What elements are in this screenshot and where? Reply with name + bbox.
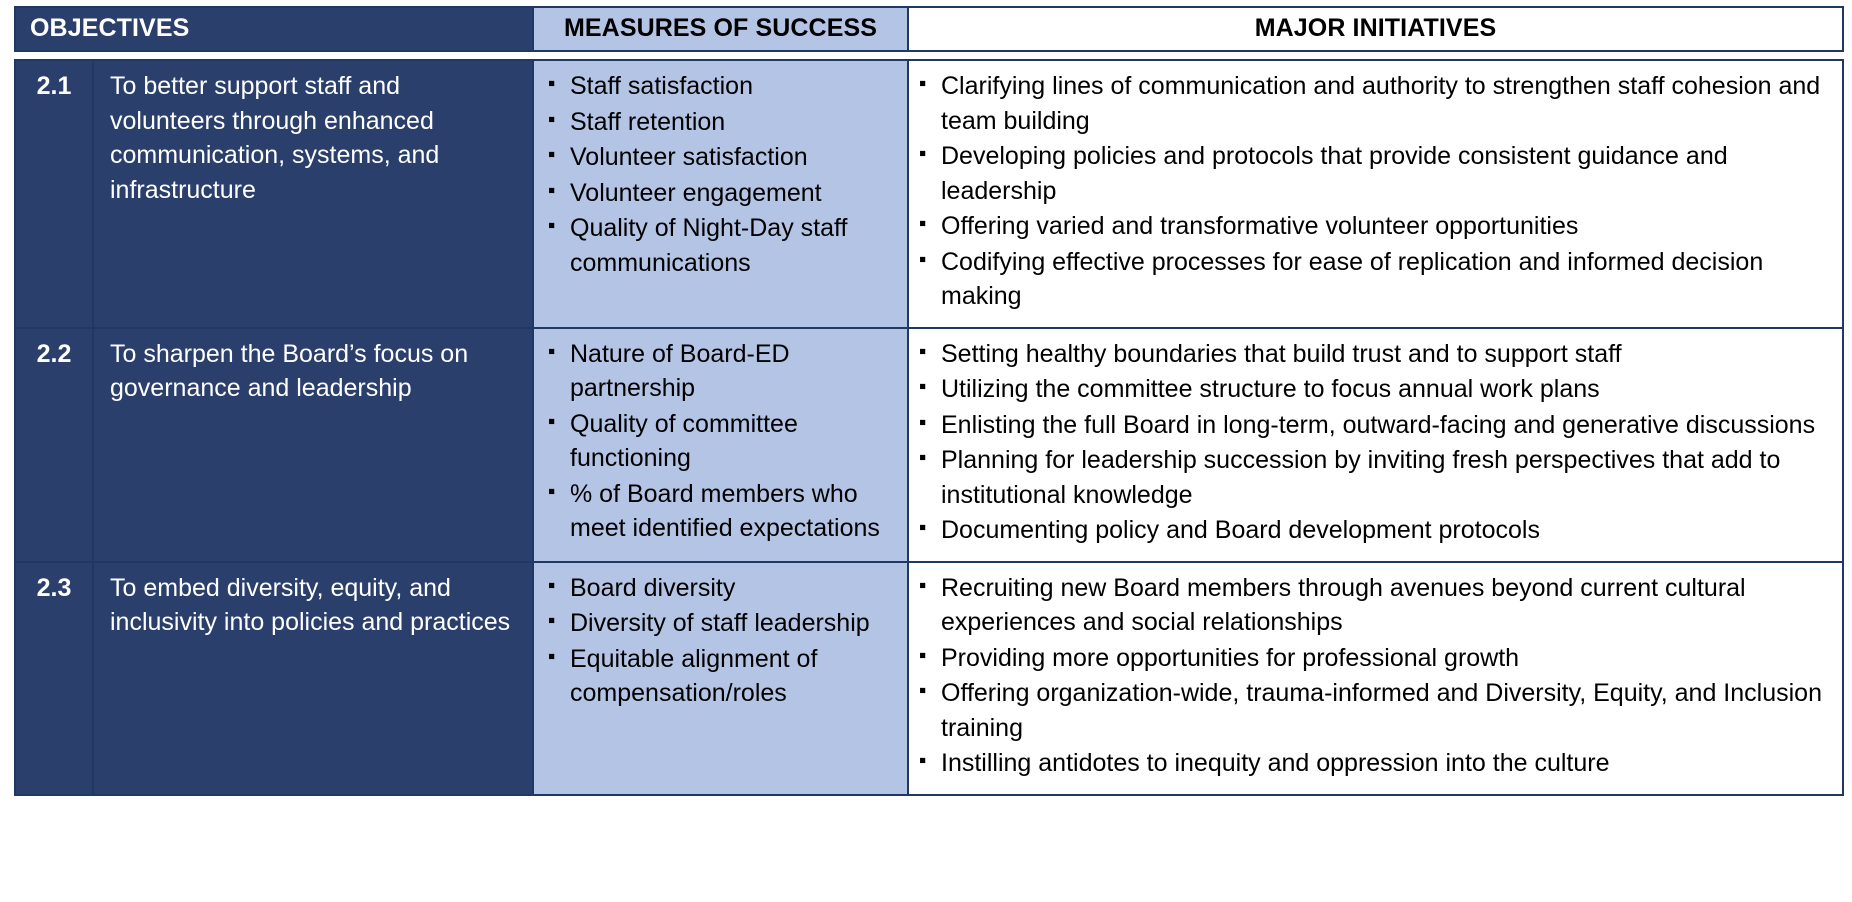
objective-number: 2.3: [15, 562, 93, 795]
list-item: ▪ Offering varied and transformative volunteer opportunities: [917, 209, 1836, 244]
list-item: ▪ Diversity of staff leadership: [544, 606, 899, 641]
list-item: ▪ Staff satisfaction: [544, 69, 899, 104]
measures-cell: [533, 328, 908, 562]
initiatives-cell: [908, 328, 1843, 562]
column-header-initiatives: MAJOR INITIATIVES: [908, 7, 1843, 51]
list-item: ▪ Volunteer satisfaction: [544, 140, 899, 175]
list-item: ▪ % of Board members who meet identified expectations: [544, 477, 899, 546]
objective-text: [93, 328, 533, 562]
list-item: ▪ Instilling antidotes to inequity and oppression into the culture: [917, 746, 1836, 781]
objective-paragraph: To embed diversity, equity, and inclusivity into policies and practices: [110, 573, 511, 636]
table-row: [15, 328, 1843, 562]
table-row: [15, 60, 1843, 328]
list-item: ▪ Documenting policy and Board development protocols: [917, 513, 1836, 548]
list-item: ▪ Staff retention: [544, 105, 899, 140]
list-item: ▪ Quality of committee functioning: [544, 407, 899, 476]
objectives-matrix-table: [14, 6, 1844, 796]
measures-cell: [533, 60, 908, 328]
list-item: ▪ Setting healthy boundaries that build trust and to support staff: [917, 337, 1836, 372]
list-item: ▪ Codifying effective processes for ease of replication and informed decision making: [917, 245, 1836, 314]
list-item: ▪ Volunteer engagement: [544, 176, 899, 211]
objective-number: 2.2: [15, 328, 93, 562]
list-item: ▪ Utilizing the committee structure to focus annual work plans: [917, 372, 1836, 407]
initiatives-list: [917, 69, 1836, 314]
list-item: ▪ Quality of Night-Day staff communications: [544, 211, 899, 280]
list-item: ▪ Enlisting the full Board in long-term, outward-facing and generative discussions: [917, 408, 1836, 443]
list-item: ▪ Equitable alignment of compensation/roles: [544, 642, 899, 711]
list-item: ▪ Developing policies and protocols that provide consistent guidance and leadership: [917, 139, 1836, 208]
measures-cell: [533, 562, 908, 795]
list-item: ▪ Planning for leadership succession by inviting fresh perspectives that add to institutional knowledge: [917, 443, 1836, 512]
header-row: [15, 7, 1843, 51]
initiatives-list: [917, 571, 1836, 781]
objective-paragraph: To sharpen the Board’s focus on governance and leadership: [110, 339, 469, 402]
measures-list: [544, 69, 899, 280]
header-gap-row: [15, 51, 1843, 60]
objective-number: 2.1: [15, 60, 93, 328]
column-header-objectives: OBJECTIVES: [15, 7, 533, 51]
column-header-measures: MEASURES OF SUCCESS: [533, 7, 908, 51]
table-row: [15, 562, 1843, 795]
table-header: [15, 7, 1843, 51]
initiatives-cell: [908, 60, 1843, 328]
initiatives-list: [917, 337, 1836, 548]
list-item: ▪ Clarifying lines of communication and authority to strengthen staff cohesion and team building: [917, 69, 1836, 138]
measures-list: [544, 571, 899, 711]
list-item: ▪ Offering organization-wide, trauma-informed and Diversity, Equity, and Inclusion training: [917, 676, 1836, 745]
objective-text: [93, 562, 533, 795]
list-item: ▪ Recruiting new Board members through avenues beyond current cultural experiences and social relationships: [917, 571, 1836, 640]
list-item: ▪ Providing more opportunities for professional growth: [917, 641, 1836, 676]
measures-list: [544, 337, 899, 546]
list-item: ▪ Nature of Board-ED partnership: [544, 337, 899, 406]
initiatives-cell: [908, 562, 1843, 795]
list-item: ▪ Board diversity: [544, 571, 899, 606]
table-body: [15, 51, 1843, 795]
objective-paragraph: To better support staff and volunteers through enhanced communication, systems, and infrastructure: [110, 72, 440, 204]
objective-text: [93, 60, 533, 328]
header-gap-cell: [15, 51, 1843, 60]
